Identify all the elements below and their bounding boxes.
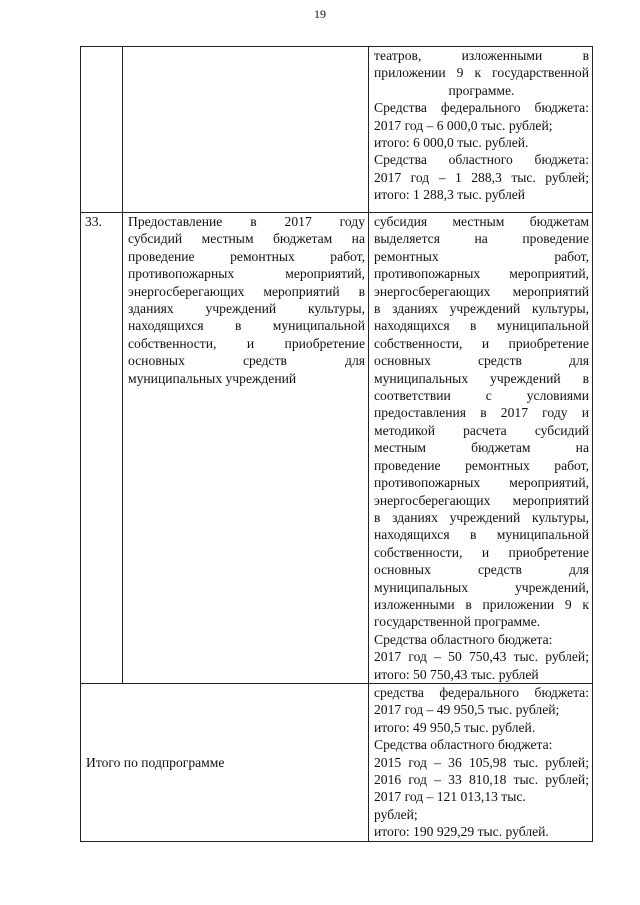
text-line: собственности, и приобретение: [128, 335, 365, 351]
table-row: [81, 213, 593, 684]
text-line: итого: 50 750,43 тыс. рублей: [374, 666, 539, 682]
text-line: итого: 1 288,3 тыс. рублей: [374, 187, 526, 203]
page-number: 19: [314, 7, 326, 21]
text-line: проведение ремонтных работ,: [374, 457, 589, 473]
text-line: 2015 год – 36 105,98 тыс. рублей;: [374, 754, 589, 770]
text-line: изложенными в приложении 9 к: [374, 596, 589, 612]
text-line: муниципальных учреждений,: [374, 579, 589, 595]
text-line: 2017 год – 6 000,0 тыс. рублей;: [374, 117, 553, 133]
text-line: 2017 год – 49 950,5 тыс. рублей;: [374, 702, 560, 718]
table-row: [81, 47, 593, 213]
text-line: местным бюджетам на: [374, 440, 589, 456]
measure-name-cell: [123, 213, 369, 684]
text-line: находящихся в муниципальной: [374, 527, 589, 543]
text-line: средства федерального бюджета:: [374, 684, 589, 700]
text-line: выделяется на проведение: [374, 231, 589, 247]
text-line: итого: 6 000,0 тыс. рублей.: [374, 135, 529, 151]
text-line: основных средств для: [128, 353, 365, 369]
measure-description-cell: [369, 47, 593, 213]
text-line: 2017 год – 121 013,13 тыс.: [374, 789, 526, 805]
row-number-cell: [81, 47, 123, 213]
text-line: энергосберегающих мероприятий: [374, 283, 589, 299]
text-line: итого: 49 950,5 тыс. рублей.: [374, 719, 536, 735]
total-label-cell: [81, 683, 369, 841]
measure-description: [369, 213, 592, 683]
text-line: субсидия местным бюджетам: [374, 214, 589, 229]
text-line: муниципальных учреждений: [128, 370, 297, 386]
text-line: в зданиях учреждений культуры,: [374, 301, 589, 317]
text-line: находящихся в муниципальной: [374, 318, 589, 334]
total-description-cell: [369, 683, 593, 841]
text-line: рублей;: [374, 806, 418, 822]
text-line: энергосберегающих мероприятий: [374, 492, 589, 508]
text-line: основных средств для: [374, 353, 589, 369]
text-line: итого: 190 929,29 тыс. рублей.: [374, 824, 549, 840]
measure-name: [123, 213, 368, 387]
text-line: муниципальных учреждений в: [374, 370, 589, 386]
total-row: [81, 683, 593, 841]
row-number-cell: [81, 213, 123, 684]
text-line: Предоставление в 2017 году: [128, 214, 365, 229]
total-label: Итого по подпрограмме: [86, 754, 225, 770]
text-line: Средства областного бюджета:: [374, 631, 553, 647]
text-line: противопожарных мероприятий,: [128, 266, 365, 282]
text-line: предоставления в 2017 году и: [374, 405, 589, 421]
text-line: собственности, и приобретение: [374, 335, 589, 351]
text-line: приложении 9 к государственной: [374, 65, 589, 81]
measure-name-cell: [123, 47, 369, 213]
text-line: программе.: [448, 82, 515, 98]
text-line: методикой расчета субсидий: [374, 422, 589, 438]
text-line: собственности, и приобретение: [374, 544, 589, 560]
subprogram-table: [80, 46, 593, 842]
text-line: Средства областного бюджета:: [374, 152, 589, 168]
text-line: Средства федерального бюджета:: [374, 100, 589, 116]
text-line: ремонтных работ,: [374, 248, 589, 264]
text-line: соответствии с условиями: [374, 388, 589, 404]
text-line: Средства областного бюджета:: [374, 737, 553, 753]
text-line: зданиях учреждений культуры,: [128, 301, 365, 317]
text-line: 2017 год – 1 288,3 тыс. рублей;: [374, 169, 589, 185]
text-line: противопожарных мероприятий,: [374, 475, 589, 491]
text-line: противопожарных мероприятий,: [374, 266, 589, 282]
text-line: проведение ремонтных работ,: [128, 248, 365, 264]
text-line: находящихся в муниципальной: [128, 318, 365, 334]
text-line: 2016 год – 33 810,18 тыс. рублей;: [374, 772, 589, 787]
measure-description-cell: [369, 213, 593, 684]
text-line: энергосберегающих мероприятий в: [128, 283, 365, 299]
text-line: 2017 год – 50 750,43 тыс. рублей;: [374, 649, 589, 665]
measure-description: [369, 47, 592, 204]
text-line: субсидий местным бюджетам на: [128, 231, 365, 247]
total-description: [369, 684, 592, 841]
row-number: 33.: [85, 214, 102, 229]
text-line: основных средств для: [374, 562, 589, 578]
text-line: театров, изложенными в: [374, 48, 589, 63]
text-line: государственной программе.: [374, 614, 541, 630]
text-line: в зданиях учреждений культуры,: [374, 509, 589, 525]
